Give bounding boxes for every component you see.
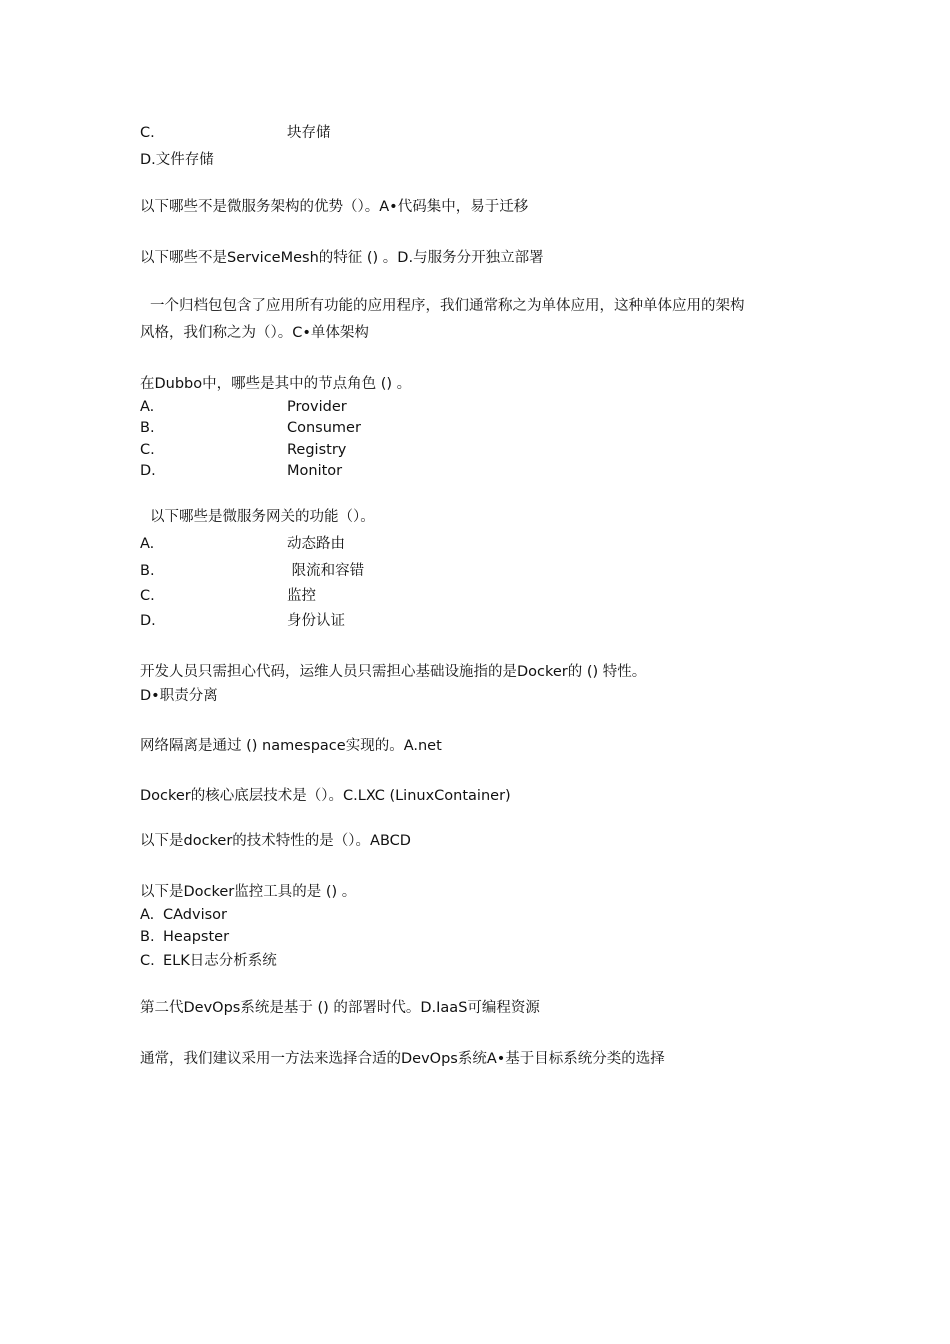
- option-c-block-storage: [140, 123, 331, 143]
- option-letter: A.: [140, 536, 155, 552]
- option-letter: A.: [140, 907, 155, 923]
- option-letter: B.: [140, 420, 155, 436]
- question-monolith-line2: 风格，我们称之为（）。C•单体架构: [140, 325, 369, 341]
- option-text: Registry: [287, 442, 347, 458]
- option-row: [140, 611, 345, 631]
- option-row: [140, 905, 227, 925]
- option-text: Monitor: [287, 463, 343, 479]
- question-docker-traits: 以下是docker的技术特性的是（）。ABCD: [140, 833, 411, 849]
- question-dubbo: 在Dubbo中，哪些是其中的节点角色 () 。: [140, 376, 412, 392]
- option-text: 块存储: [287, 125, 331, 141]
- option-letter: C.: [140, 442, 155, 458]
- option-letter: A.: [140, 399, 155, 415]
- question-devops-choose: 通常，我们建议采用一方法来选择合适的DevOps系统A•基于目标系统分类的选择: [140, 1051, 665, 1067]
- question-monolith-line1: 一个归档包包含了应用所有功能的应用程序，我们通常称之为单体应用，这种单体应用的架构: [150, 298, 745, 314]
- question-docker-feature-line2: D•职责分离: [140, 688, 218, 704]
- question-gateway: 以下哪些是微服务网关的功能（）。: [150, 509, 375, 525]
- option-text: 动态路由: [287, 536, 345, 552]
- option-text: ELK日志分析系统: [163, 953, 277, 969]
- option-text: 身份认证: [287, 613, 345, 629]
- option-text: 监控: [287, 588, 316, 604]
- question-servicemesh: 以下哪些不是ServiceMesh的特征 () 。D.与服务分开独立部署: [140, 250, 544, 266]
- question-monitor-tools: 以下是Docker监控工具的是 () 。: [140, 884, 357, 900]
- question-microservice-advantage: 以下哪些不是微服务架构的优势（）。A•代码集中，易于迁移: [140, 199, 529, 215]
- question-docker-core: Docker的核心底层技术是（）。C.LXC (LinuxContainer): [140, 788, 511, 804]
- option-row: [140, 461, 342, 481]
- option-row: [140, 397, 347, 417]
- option-text: Provider: [287, 399, 347, 415]
- option-text: 限流和容错: [287, 563, 365, 579]
- option-row: [140, 927, 229, 947]
- option-text: Heapster: [163, 929, 230, 945]
- option-text: Consumer: [287, 420, 361, 436]
- option-row: [140, 586, 316, 606]
- option-letter: C.: [140, 588, 155, 604]
- question-devops-gen2: 第二代DevOps系统是基于 () 的部署时代。D.IaaS可编程资源: [140, 1000, 540, 1016]
- option-letter: D.: [140, 463, 156, 479]
- option-letter: C.: [140, 953, 155, 969]
- option-d-file-storage: D.文件存储: [140, 152, 214, 168]
- option-letter: B.: [140, 929, 155, 945]
- option-row: [140, 561, 364, 581]
- option-row: [140, 951, 277, 971]
- option-row: [140, 440, 346, 460]
- option-letter: C.: [140, 125, 155, 141]
- option-letter: D.: [140, 613, 156, 629]
- option-letter: B.: [140, 563, 155, 579]
- question-docker-feature-line1: 开发人员只需担心代码，运维人员只需担心基础设施指的是Docker的 () 特性。: [140, 664, 647, 680]
- option-row: [140, 534, 345, 554]
- option-text: CAdvisor: [163, 907, 227, 923]
- question-namespace: 网络隔离是通过 () namespace实现的。A.net: [140, 738, 442, 754]
- option-row: [140, 418, 361, 438]
